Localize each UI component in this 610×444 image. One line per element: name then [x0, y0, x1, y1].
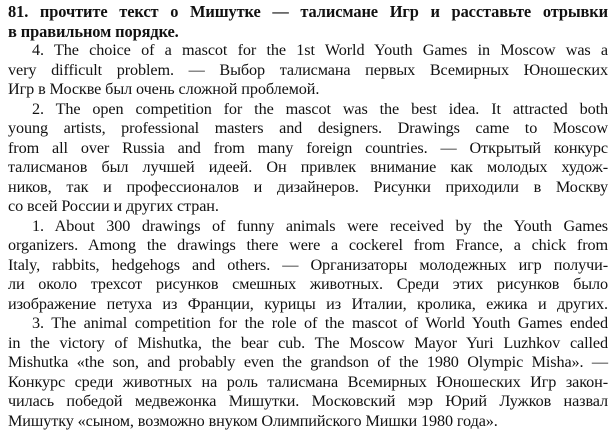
exercise-text-page	[8, 2, 608, 431]
paragraph-4	[8, 41, 608, 100]
paragraph-line: 1. About 300 drawings of funny animals were received by the Youth Games	[32, 216, 608, 235]
paragraph-line: ли около трехсот рисунков смешных животных. Среди этих рисунков было	[8, 275, 608, 293]
paragraph-line: Мишутку «сыном, возможно внуком Олимпийского Мишки 1980 года».	[8, 411, 498, 430]
heading-line: в правильном порядке.	[8, 21, 179, 41]
paragraph-3	[8, 314, 608, 431]
paragraph-line: from all over Russia and from many foreign countries. — Открытый конкурс	[8, 138, 608, 157]
paragraph-line: Mishutka «the son, and probably even the grandson of the 1980 Olympic Misha». —	[8, 353, 608, 371]
paragraph-1	[8, 217, 608, 315]
paragraph-line: талисманов был лучшей идеей. Он привлек внимание как молодых худож-	[8, 158, 608, 176]
heading-line: 81. прочтите текст о Мишутке — талисмане Игр и расставьте отрывки	[8, 2, 608, 21]
paragraph-line: 2. The open competition for the mascot was the best idea. It attracted both	[32, 99, 608, 118]
paragraph-line: young artists, professional masters and designers. Drawings came to Moscow	[8, 119, 608, 137]
paragraph-line: изображение петуха из Франции, курицы из Италии, кролика, ежика и других.	[8, 294, 608, 313]
paragraph-line: Игр в Москве был очень сложной проблемой.	[8, 80, 320, 98]
exercise-heading	[8, 2, 608, 41]
paragraph-2	[8, 100, 608, 217]
paragraph-line: 4. The choice of a mascot for the 1st World Youth Games in Moscow was a	[32, 41, 608, 59]
paragraph-line: Italy, rabbits, hedgehogs and others. — Организаторы молодежных игр получи-	[8, 255, 608, 274]
paragraph-line: со всей России и других стран.	[8, 197, 219, 215]
paragraph-line: organizers. Among the drawings there were a cockerel from France, a chick from	[8, 236, 608, 254]
paragraph-line: 3. The animal competition for the role of the mascot of World Youth Games ended	[32, 314, 608, 332]
paragraph-line: in the victory of Mishutka, the bear cub. The Moscow Mayor Yuri Luzhkov called	[8, 333, 608, 352]
paragraph-line: чилась победой медвежонка Мишутки. Московский мэр Юрий Лужков назвал	[8, 392, 608, 410]
paragraph-line: very difficult problem. — Выбор талисмана первых Всемирных Юношеских	[8, 60, 608, 79]
paragraph-line: ников, так и профессионалов и дизайнеров. Рисунки приходили в Москву	[8, 177, 608, 196]
paragraph-line: Конкурс среди животных на роль талисмана Всемирных Юношеских Игр закон-	[8, 372, 608, 391]
